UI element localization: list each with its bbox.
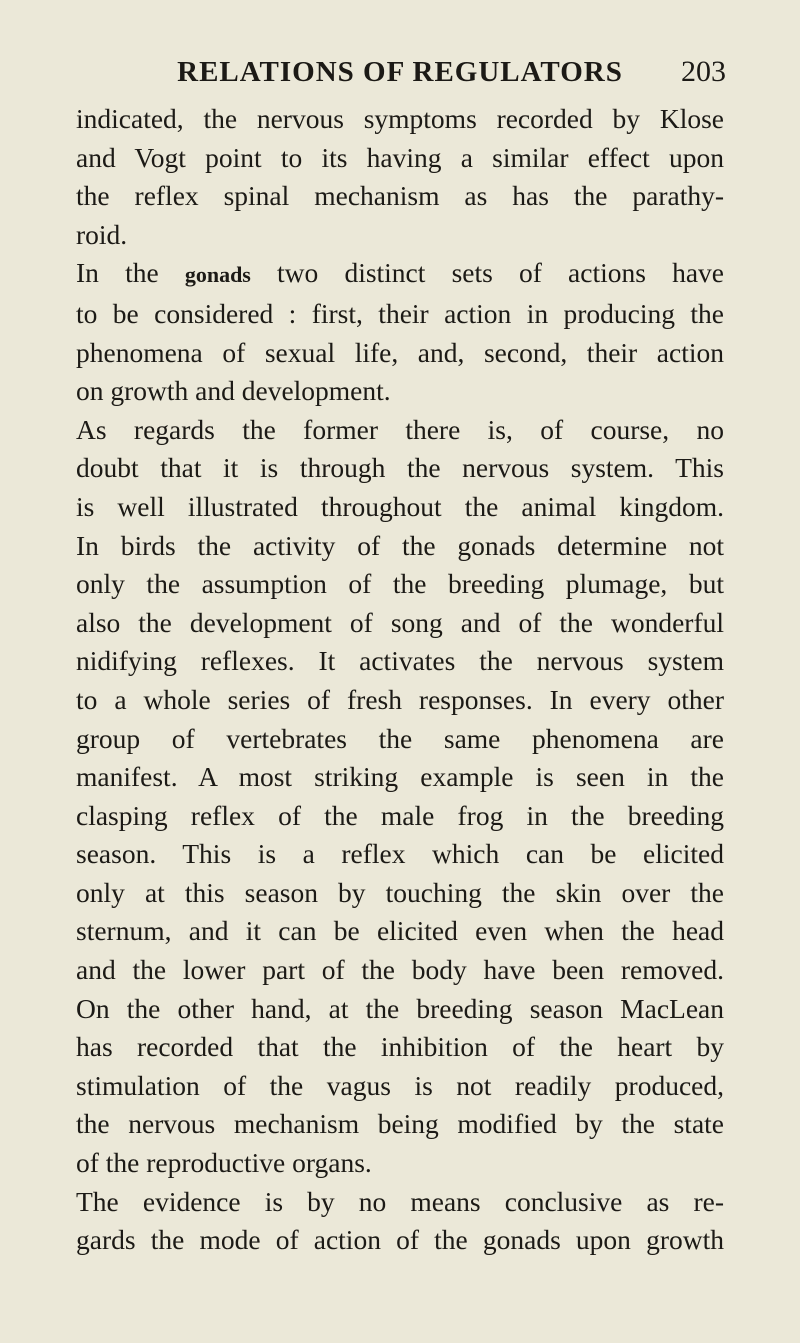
text-line: group of vertebrates the same phenomena are (76, 722, 724, 754)
text-line: doubt that it is through the nervous system. This (76, 452, 724, 484)
running-title: RELATIONS OF REGULATORS (177, 56, 623, 88)
text-line: The evidence is by no means conclusive as re- (76, 1185, 724, 1217)
text-line: to be considered : first, their action in producing the (76, 297, 724, 329)
text-segment: In the (76, 257, 185, 289)
text-line: and Vogt point to its having a similar effect upon (76, 141, 724, 173)
text-line: and the lower part of the body have been removed. (76, 954, 724, 986)
text-line: season. This is a reflex which can be elicited (76, 838, 724, 870)
text-line: to a whole series of fresh responses. In every other (76, 683, 724, 715)
page-number: 203 (681, 55, 726, 88)
text-line: the reflex spinal mechanism as has the parathy- (76, 180, 724, 212)
text-line: phenomena of sexual life, and, second, their action (76, 336, 724, 368)
text-line: nidifying reflexes. It activates the nervous system (76, 645, 724, 677)
text-line: only the assumption of the breeding plumage, but (76, 568, 724, 600)
bold-term: gonads (184, 262, 251, 288)
text-line: As regards the former there is, of course, no (76, 413, 724, 445)
text-line: indicated, the nervous symptoms recorded by Klose (76, 103, 724, 134)
text-line: of the reproductive organs. (76, 1147, 372, 1179)
text-line: sternum, and it can be elicited even when the head (76, 915, 724, 947)
text-line: has recorded that the inhibition of the heart by (76, 1031, 724, 1063)
running-head (76, 52, 724, 100)
text-line: on growth and development. (76, 375, 391, 407)
text-line: also the development of song and of the wonderful (76, 606, 724, 638)
text-line: only at this season by touching the skin over the (76, 876, 724, 908)
text-line: clasping reflex of the male frog in the breeding (76, 799, 724, 831)
text-line: manifest. A most striking example is seen in the (76, 761, 724, 793)
text-line (76, 254, 724, 295)
text-segment: two distinct sets of actions have (250, 257, 724, 289)
body-text (76, 100, 724, 1260)
text-line: In birds the activity of the gonads determine not (76, 529, 724, 561)
text-line: stimulation of the vagus is not readily produced, (76, 1069, 724, 1101)
text-line: is well illustrated throughout the animal kingdom. (76, 490, 724, 522)
text-line: On the other hand, at the breeding season MacLean (76, 992, 724, 1024)
book-page (76, 52, 724, 1260)
text-line: gards the mode of action of the gonads upon growth (76, 1224, 724, 1256)
text-line: the nervous mechanism being modified by the state (76, 1108, 724, 1140)
text-line: roid. (76, 218, 128, 250)
